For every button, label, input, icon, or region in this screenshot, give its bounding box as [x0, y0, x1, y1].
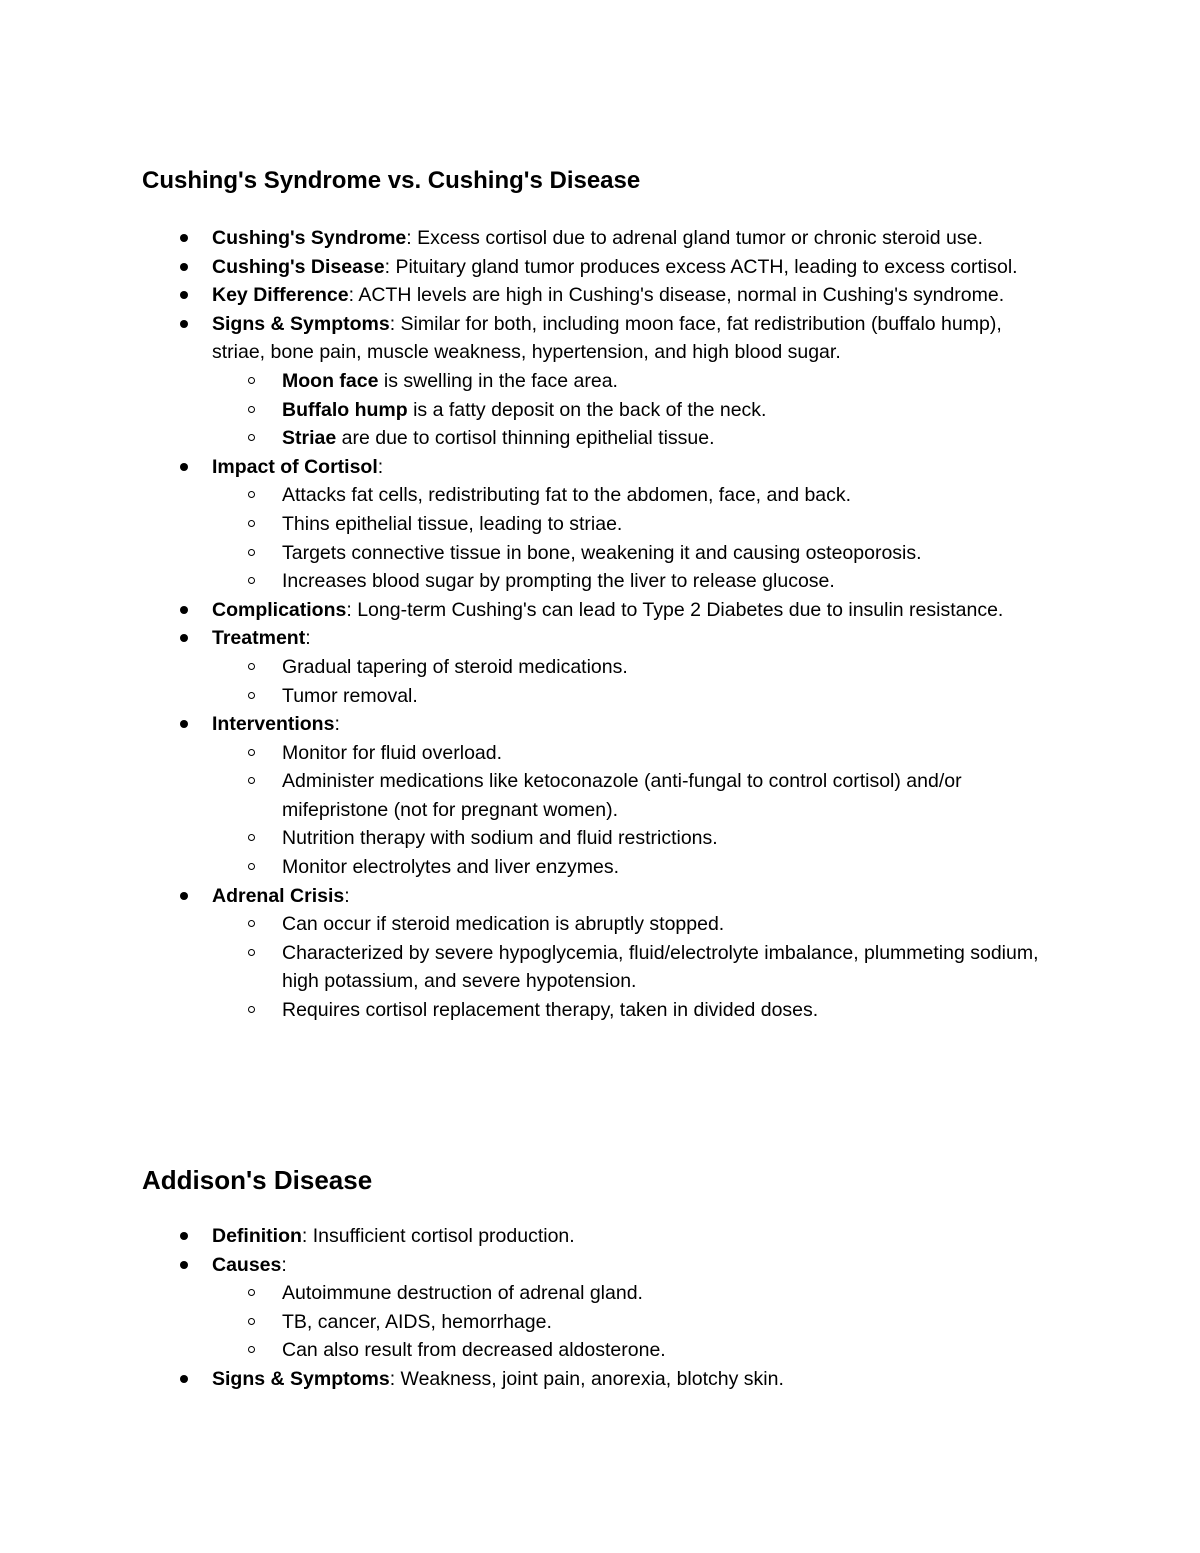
- sub-item-text: Tumor removal.: [282, 684, 418, 707]
- sub-list-item: [211, 510, 1052, 539]
- item-text: : ACTH levels are high in Cushing's disease, normal in Cushing's syndrome.: [348, 284, 1005, 307]
- circle-bullet-icon: [248, 577, 255, 584]
- sub-list-item: [211, 939, 1052, 996]
- sub-item-text: are due to cortisol thinning epithelial tissue.: [336, 427, 715, 450]
- list-item-cushing-s-syndrome: [142, 224, 1052, 253]
- circle-bullet-icon: [248, 863, 255, 870]
- bullet-icon: [180, 720, 188, 728]
- item-text: :: [334, 713, 340, 736]
- section-title-cushings: Cushing's Syndrome vs. Cushing's Disease: [142, 167, 641, 194]
- item-term: Interventions: [212, 713, 335, 736]
- list-item-definition: [142, 1222, 1052, 1251]
- list-item-complications: [142, 596, 1052, 625]
- circle-bullet-icon: [248, 920, 255, 927]
- list-item-treatment: [142, 624, 1052, 710]
- sub-item-text: TB, cancer, AIDS, hemorrhage.: [282, 1310, 552, 1333]
- item-text: :: [344, 884, 350, 907]
- circle-bullet-icon: [248, 549, 255, 556]
- circle-bullet-icon: [248, 1289, 255, 1296]
- circle-bullet-icon: [248, 777, 255, 784]
- sub-list-item: [211, 1279, 1052, 1308]
- item-term: Adrenal Crisis: [212, 884, 345, 907]
- sub-list-item: [211, 767, 1052, 824]
- circle-bullet-icon: [248, 1006, 255, 1013]
- bullet-icon: [180, 606, 188, 614]
- list-item-adrenal-crisis: [142, 882, 1052, 1025]
- item-text: : Weakness, joint pain, anorexia, blotchy skin.: [389, 1367, 784, 1390]
- item-text: :: [305, 627, 311, 650]
- sub-list: [212, 481, 1052, 595]
- sub-item-text: Can also result from decreased aldosterone.: [282, 1339, 666, 1362]
- bullet-icon: [180, 263, 188, 271]
- sub-item-text: Requires cortisol replacement therapy, taken in divided doses.: [282, 999, 819, 1022]
- item-text: : Excess cortisol due to adrenal gland tumor or chronic steroid use.: [406, 227, 983, 249]
- circle-bullet-icon: [248, 1318, 255, 1325]
- item-term: Signs & Symptoms: [212, 1367, 390, 1390]
- sub-item-text: Targets connective tissue in bone, weakening it and causing osteoporosis.: [282, 541, 922, 564]
- sub-item-text: Increases blood sugar by prompting the liver to release glucose.: [282, 570, 835, 593]
- item-text: : Long-term Cushing's can lead to Type 2 Diabetes due to insulin resistance.: [346, 598, 1004, 621]
- circle-bullet-icon: [248, 692, 255, 699]
- bullet-icon: [180, 1261, 188, 1269]
- sub-item-text: Gradual tapering of steroid medications.: [282, 655, 628, 678]
- circle-bullet-icon: [248, 520, 255, 527]
- sub-item-term: Buffalo hump: [282, 398, 408, 421]
- sub-list-item: [211, 539, 1052, 568]
- sub-list-item: [211, 682, 1052, 711]
- bullet-icon: [180, 634, 188, 642]
- item-term: Definition: [212, 1225, 302, 1247]
- sub-item-term: Striae: [282, 427, 337, 450]
- circle-bullet-icon: [248, 1346, 255, 1353]
- item-term: Complications: [212, 598, 347, 621]
- item-term: Impact of Cortisol: [212, 455, 378, 478]
- list-item-cushing-s-disease: [142, 253, 1052, 282]
- sub-list: [212, 1279, 1052, 1365]
- list-item-causes: [142, 1251, 1052, 1365]
- sub-item-text: Attacks fat cells, redistributing fat to the abdomen, face, and back.: [282, 484, 852, 507]
- sub-item-text: Can occur if steroid medication is abruptly stopped.: [282, 913, 725, 936]
- bullet-icon: [180, 892, 188, 900]
- circle-bullet-icon: [248, 663, 255, 670]
- item-term: Cushing's Disease: [212, 255, 385, 278]
- circle-bullet-icon: [248, 834, 255, 841]
- sub-item-text: Nutrition therapy with sodium and fluid restrictions.: [282, 827, 718, 850]
- sub-list-item: [211, 653, 1052, 682]
- item-text: : Pituitary gland tumor produces excess ACTH, leading to excess cortisol.: [384, 255, 1018, 278]
- circle-bullet-icon: [248, 949, 255, 956]
- sub-item-text: is swelling in the face area.: [378, 369, 618, 392]
- item-text: :: [281, 1253, 287, 1276]
- bullet-icon: [180, 291, 188, 299]
- cushings-bullet-list: [142, 224, 1052, 1025]
- sub-list-item: [211, 996, 1052, 1025]
- item-text: : Insufficient cortisol production.: [301, 1225, 575, 1247]
- list-item-signs-symptoms: [142, 310, 1052, 453]
- bullet-icon: [180, 463, 188, 471]
- section-title-addisons: Addison's Disease: [142, 1165, 373, 1195]
- list-item-key-difference: [142, 281, 1052, 310]
- sub-list-item: [211, 824, 1052, 853]
- sub-item-text: Monitor electrolytes and liver enzymes.: [282, 856, 620, 879]
- bullet-icon: [180, 1232, 188, 1240]
- sub-list-item: [211, 424, 1052, 453]
- bullet-icon: [180, 320, 188, 328]
- sub-item-text: Autoimmune destruction of adrenal gland.: [282, 1282, 643, 1305]
- sub-item-text: Characterized by severe hypoglycemia, fluid/electrolyte imbalance, plummeting sodium, high potassium, and severe hypotension.: [282, 941, 1039, 993]
- item-term: Key Difference: [212, 284, 349, 307]
- item-text: : Similar for both, including moon face, fat redistribution (buffalo hump), striae, bone pain, muscle weakness, hypertension, and high blood sugar.: [212, 312, 1002, 364]
- sub-list-item: [211, 567, 1052, 596]
- sub-list: [212, 910, 1052, 1024]
- item-term: Cushing's Syndrome: [212, 227, 407, 249]
- sub-list-item: [211, 910, 1052, 939]
- sub-list-item: [211, 396, 1052, 425]
- bullet-icon: [180, 1375, 188, 1383]
- sub-item-text: Thins epithelial tissue, leading to striae.: [282, 512, 623, 535]
- sub-list-item: [211, 1308, 1052, 1337]
- item-text: :: [377, 455, 384, 478]
- sub-item-text: is a fatty deposit on the back of the neck.: [407, 398, 767, 421]
- sub-item-term: Moon face: [282, 369, 379, 392]
- sub-list: [212, 739, 1052, 882]
- item-term: Treatment: [212, 627, 306, 650]
- circle-bullet-icon: [248, 434, 255, 441]
- list-item-impact-of-cortisol: [142, 453, 1052, 596]
- sub-list-item: [211, 481, 1052, 510]
- sub-list: [212, 653, 1052, 710]
- sub-list: [212, 367, 1052, 453]
- circle-bullet-icon: [248, 377, 255, 384]
- circle-bullet-icon: [248, 491, 255, 498]
- item-term: Signs & Symptoms: [212, 312, 390, 335]
- sub-list-item: [211, 367, 1052, 396]
- sub-list-item: [211, 1336, 1052, 1365]
- circle-bullet-icon: [248, 749, 255, 756]
- sub-list-item: [211, 853, 1052, 882]
- list-item-signs-symptoms: [142, 1365, 1052, 1394]
- list-item-interventions: [142, 710, 1052, 882]
- addisons-bullet-list: [142, 1222, 1052, 1394]
- sub-list-item: [211, 739, 1052, 768]
- circle-bullet-icon: [248, 406, 255, 413]
- sub-item-text: Administer medications like ketoconazole (anti-fungal to control cortisol) and/or mifepristone (not for pregnant women).: [282, 770, 962, 821]
- item-term: Causes: [212, 1253, 282, 1276]
- sub-item-text: Monitor for fluid overload.: [282, 741, 503, 764]
- bullet-icon: [180, 234, 188, 242]
